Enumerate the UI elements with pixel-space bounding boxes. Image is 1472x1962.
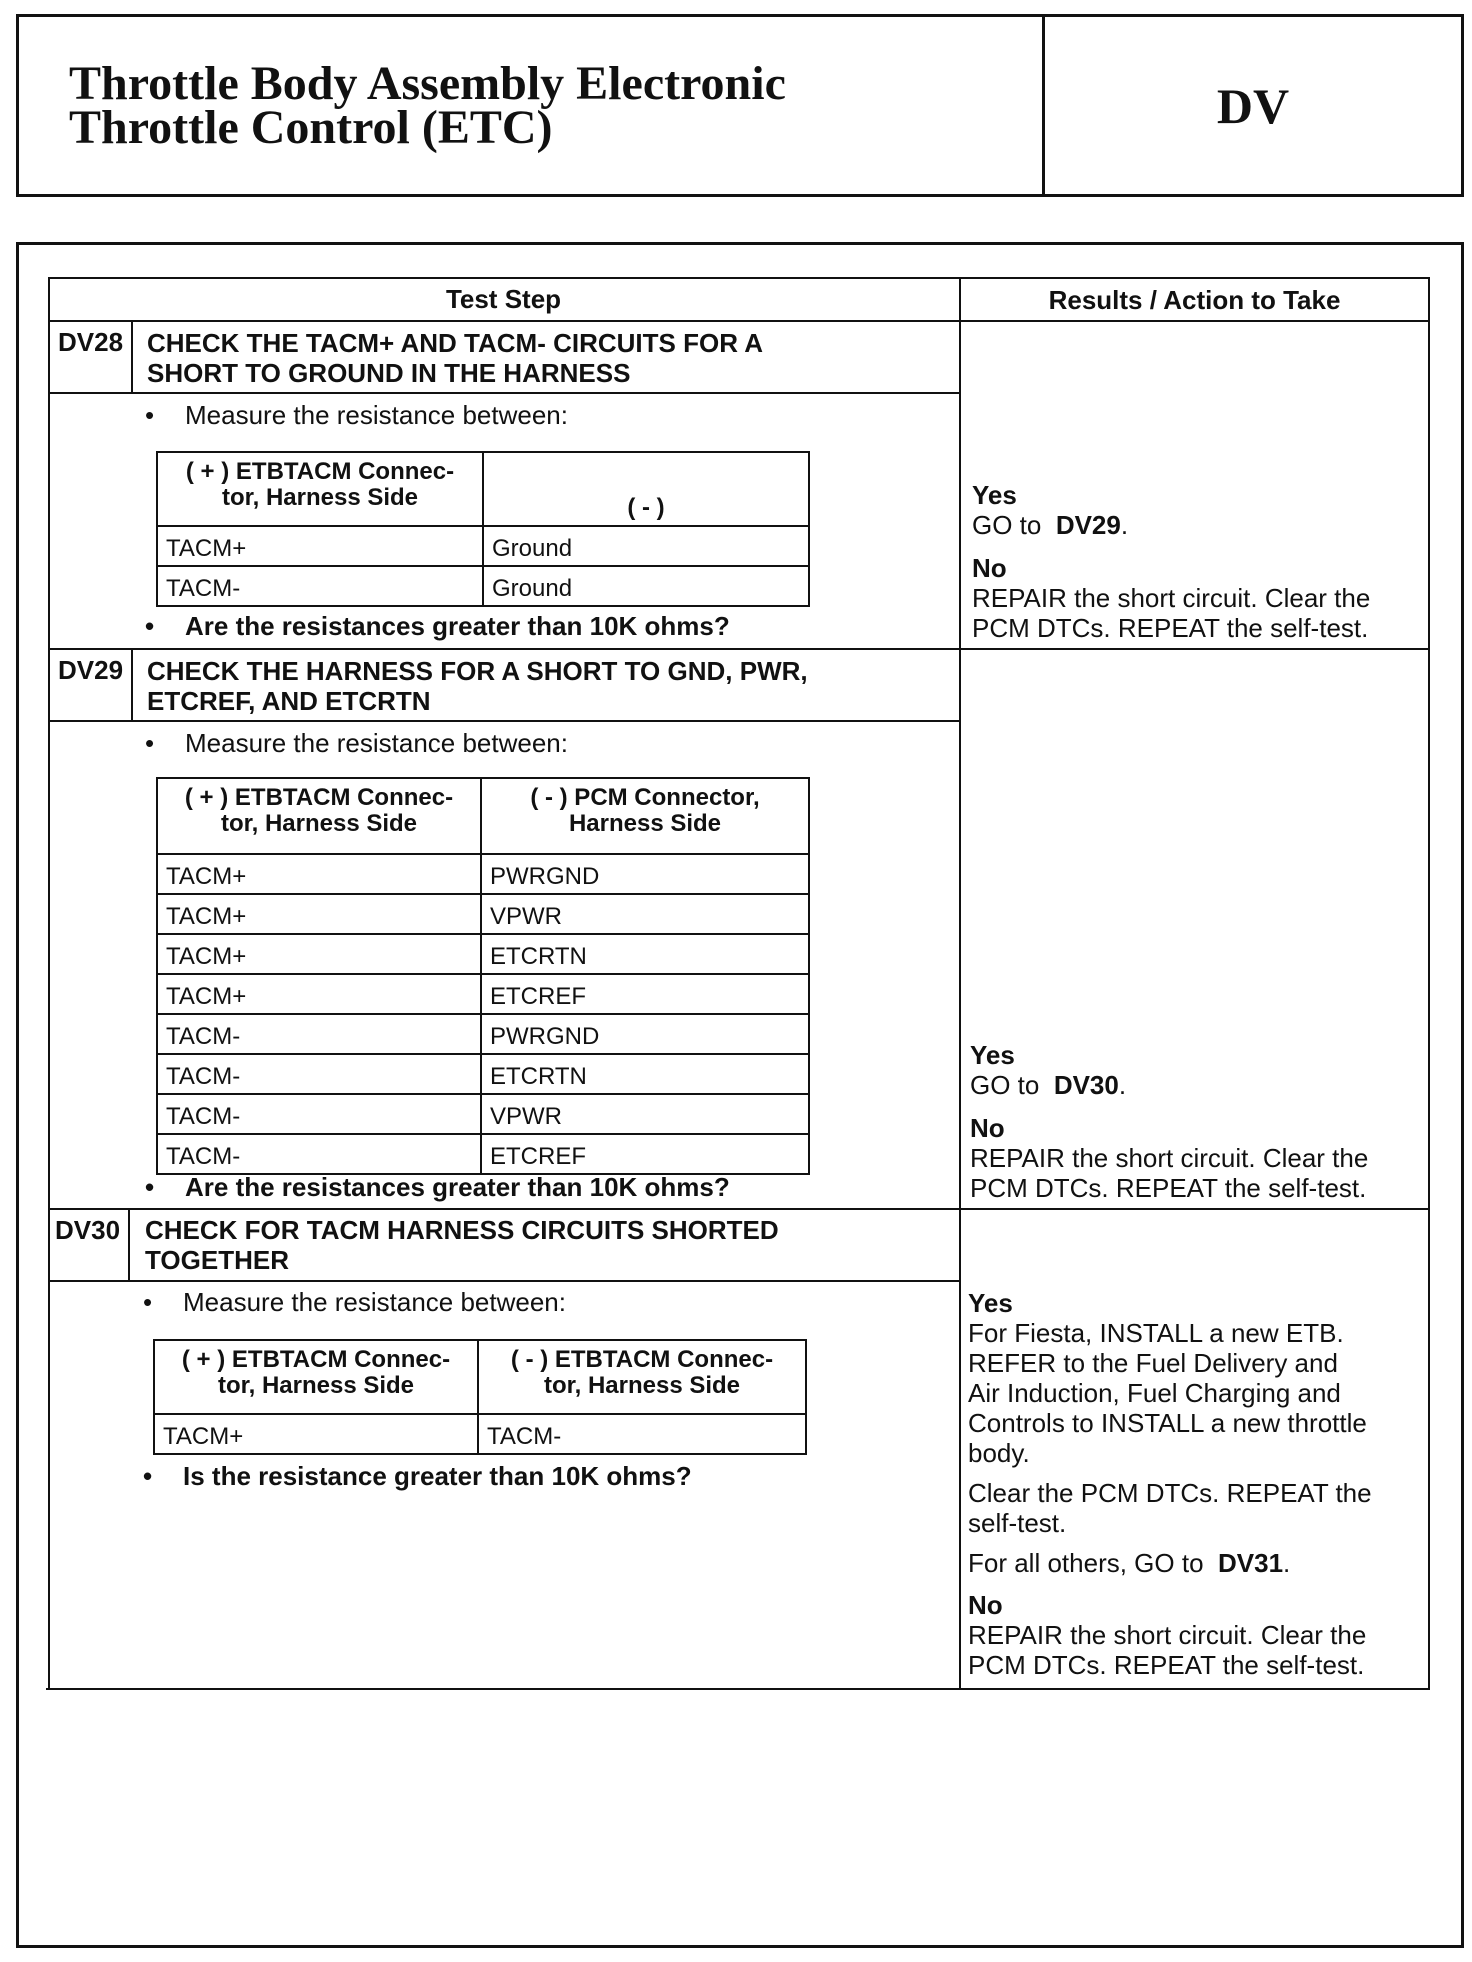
yes-target: DV29 <box>1055 510 1121 540</box>
cell-positive: TACM+ <box>157 894 481 934</box>
cell-negative: ETCREF <box>481 1134 809 1174</box>
dv29-end-divider <box>48 1208 1430 1210</box>
col1-header <box>154 1340 478 1414</box>
no-action-line1: REPAIR the short circuit. Clear the <box>968 1620 1367 1650</box>
instruction: • Measure the resistance between: <box>145 728 568 758</box>
dv30-title-divider <box>48 1280 961 1282</box>
no-action-line2: PCM DTCs. REPEAT the self-test. <box>972 613 1369 643</box>
instruction-text: Measure the resistance between: <box>185 728 568 758</box>
table-top-border <box>48 277 1430 279</box>
step-id: DV29 <box>58 655 124 685</box>
col2-header <box>478 1340 806 1414</box>
cell-positive: TACM- <box>157 1134 481 1174</box>
measurement-table <box>156 777 810 1175</box>
question-text: Are the resistances greater than 10K ohms? <box>185 1172 730 1202</box>
question: • Are the resistances greater than 10K ohms? <box>145 611 730 641</box>
yes-label: Yes <box>970 1040 1015 1070</box>
table-row <box>157 566 809 606</box>
step-title-line1: CHECK THE TACM+ AND TACM- CIRCUITS FOR A <box>147 328 764 358</box>
no-label: No <box>972 553 1007 583</box>
col1-header-line2: tor, Harness Side <box>220 810 418 837</box>
step-title-line2: ETCREF, AND ETCRTN <box>147 686 431 716</box>
yes-clear-line1: Clear the PCM DTCs. REPEAT the <box>968 1478 1372 1508</box>
col1-header-line2: tor, Harness Side <box>217 1372 415 1399</box>
cell-negative: VPWR <box>481 1094 809 1134</box>
dv28-end-divider <box>48 648 1430 650</box>
yes-others: For all others, GO to DV31. <box>968 1548 1291 1578</box>
yes-others-target: DV31 <box>1217 1548 1284 1578</box>
cell-negative: Ground <box>483 526 809 566</box>
col2-header <box>481 778 809 854</box>
no-label: No <box>970 1113 1005 1143</box>
table-row <box>157 974 809 1014</box>
question-text: Is the resistance greater than 10K ohms? <box>183 1461 692 1491</box>
col2-header-line1: ( - ) PCM Connector, <box>530 784 760 811</box>
cell-positive: TACM+ <box>157 526 483 566</box>
table-row <box>157 526 809 566</box>
cell-positive: TACM- <box>157 1014 481 1054</box>
yes-others-text: For all others, GO to <box>968 1548 1204 1578</box>
cell-positive: TACM+ <box>157 974 481 1014</box>
section-code: DV <box>1216 77 1290 134</box>
dv29-title-divider <box>48 720 961 722</box>
instruction: • Measure the resistance between: <box>145 400 568 430</box>
yes-line: Controls to INSTALL a new throttle <box>968 1408 1367 1438</box>
measurement-table <box>153 1339 807 1455</box>
cell-positive: TACM- <box>157 1094 481 1134</box>
no-action-line1: REPAIR the short circuit. Clear the <box>970 1143 1369 1173</box>
no-label: No <box>968 1590 1003 1620</box>
table-row <box>157 1054 809 1094</box>
cell-positive: TACM- <box>157 566 483 606</box>
col1-header <box>157 452 483 526</box>
cell-negative: ETCRTN <box>481 934 809 974</box>
yes-line: Air Induction, Fuel Charging and <box>968 1378 1341 1408</box>
table-row <box>154 1414 806 1454</box>
table-left-border <box>48 277 50 1690</box>
cell-negative: Ground <box>483 566 809 606</box>
step-title-line2: SHORT TO GROUND IN THE HARNESS <box>147 358 631 388</box>
results-column-divider <box>959 277 961 1690</box>
table-bottom-border <box>46 1688 1430 1690</box>
table-row <box>157 854 809 894</box>
question: • Is the resistance greater than 10K ohms? <box>143 1461 692 1491</box>
yes-action: GO to DV30. <box>970 1070 1127 1100</box>
table-row <box>157 1014 809 1054</box>
dv30-id-divider <box>128 1208 130 1282</box>
col1-header-line2: tor, Harness Side <box>221 484 419 511</box>
instruction-text: Measure the resistance between: <box>183 1287 566 1317</box>
table-row <box>157 1134 809 1174</box>
cell-positive: TACM+ <box>157 934 481 974</box>
yes-action-text: GO to <box>970 1070 1040 1100</box>
page-title-line1: Throttle Body Assembly Electronic <box>69 57 786 110</box>
step-id: DV30 <box>55 1215 121 1245</box>
cell-negative: ETCRTN <box>481 1054 809 1094</box>
col-header-test-step: Test Step <box>445 284 562 314</box>
yes-target: DV30 <box>1053 1070 1119 1100</box>
table-row <box>157 1094 809 1134</box>
step-title-line2: TOGETHER <box>145 1245 289 1275</box>
step-title-line1: CHECK FOR TACM HARNESS CIRCUITS SHORTED <box>145 1215 779 1245</box>
no-action-line1: REPAIR the short circuit. Clear the <box>972 583 1371 613</box>
instruction: • Measure the resistance between: <box>143 1287 566 1317</box>
col2-header-line1: ( - ) ETBTACM Connec- <box>510 1346 774 1373</box>
col2-header <box>483 452 809 526</box>
cell-negative: TACM- <box>478 1414 806 1454</box>
dv29-id-divider <box>131 648 133 722</box>
cell-negative: PWRGND <box>481 1014 809 1054</box>
cell-positive: TACM+ <box>157 854 481 894</box>
cell-negative: VPWR <box>481 894 809 934</box>
step-id: DV28 <box>58 327 124 357</box>
yes-clear-line2: self-test. <box>968 1508 1067 1538</box>
page-header <box>16 14 1464 197</box>
cell-negative: PWRGND <box>481 854 809 894</box>
col1-header-line1: ( + ) ETBTACM Connec- <box>185 458 455 485</box>
yes-action: GO to DV29. <box>972 510 1129 540</box>
page-title-line2: Throttle Control (ETC) <box>69 101 553 154</box>
col2-header-line2: Harness Side <box>568 810 722 837</box>
question-text: Are the resistances greater than 10K ohms? <box>185 611 730 641</box>
yes-line: For Fiesta, INSTALL a new ETB. <box>968 1318 1344 1348</box>
dv28-id-divider <box>131 320 133 394</box>
no-action-line2: PCM DTCs. REPEAT the self-test. <box>970 1173 1367 1203</box>
col1-header <box>157 778 481 854</box>
table-right-border <box>1428 277 1430 1690</box>
yes-line: body. <box>968 1438 1030 1468</box>
yes-label: Yes <box>972 480 1017 510</box>
dv28-title-divider <box>48 392 961 394</box>
yes-label: Yes <box>968 1288 1013 1318</box>
col1-header-line1: ( + ) ETBTACM Connec- <box>184 784 454 811</box>
cell-negative: ETCREF <box>481 974 809 1014</box>
no-action-line2: PCM DTCs. REPEAT the self-test. <box>968 1650 1365 1680</box>
question: • Are the resistances greater than 10K ohms? <box>145 1172 730 1202</box>
measurement-table <box>156 451 810 607</box>
yes-action-text: GO to <box>972 510 1042 540</box>
col-header-results: Results / Action to Take <box>1048 285 1341 315</box>
cell-positive: TACM- <box>157 1054 481 1094</box>
table-row <box>157 894 809 934</box>
table-row <box>157 934 809 974</box>
step-title-line1: CHECK THE HARNESS FOR A SHORT TO GND, PWR, <box>147 656 808 686</box>
col2-header-line1: ( - ) <box>627 494 665 521</box>
header-row-divider <box>48 320 1430 322</box>
instruction-text: Measure the resistance between: <box>185 400 568 430</box>
col2-header-line2: tor, Harness Side <box>543 1372 741 1399</box>
col1-header-line1: ( + ) ETBTACM Connec- <box>181 1346 451 1373</box>
cell-positive: TACM+ <box>154 1414 478 1454</box>
yes-line: REFER to the Fuel Delivery and <box>968 1348 1338 1378</box>
page-title <box>69 57 999 154</box>
